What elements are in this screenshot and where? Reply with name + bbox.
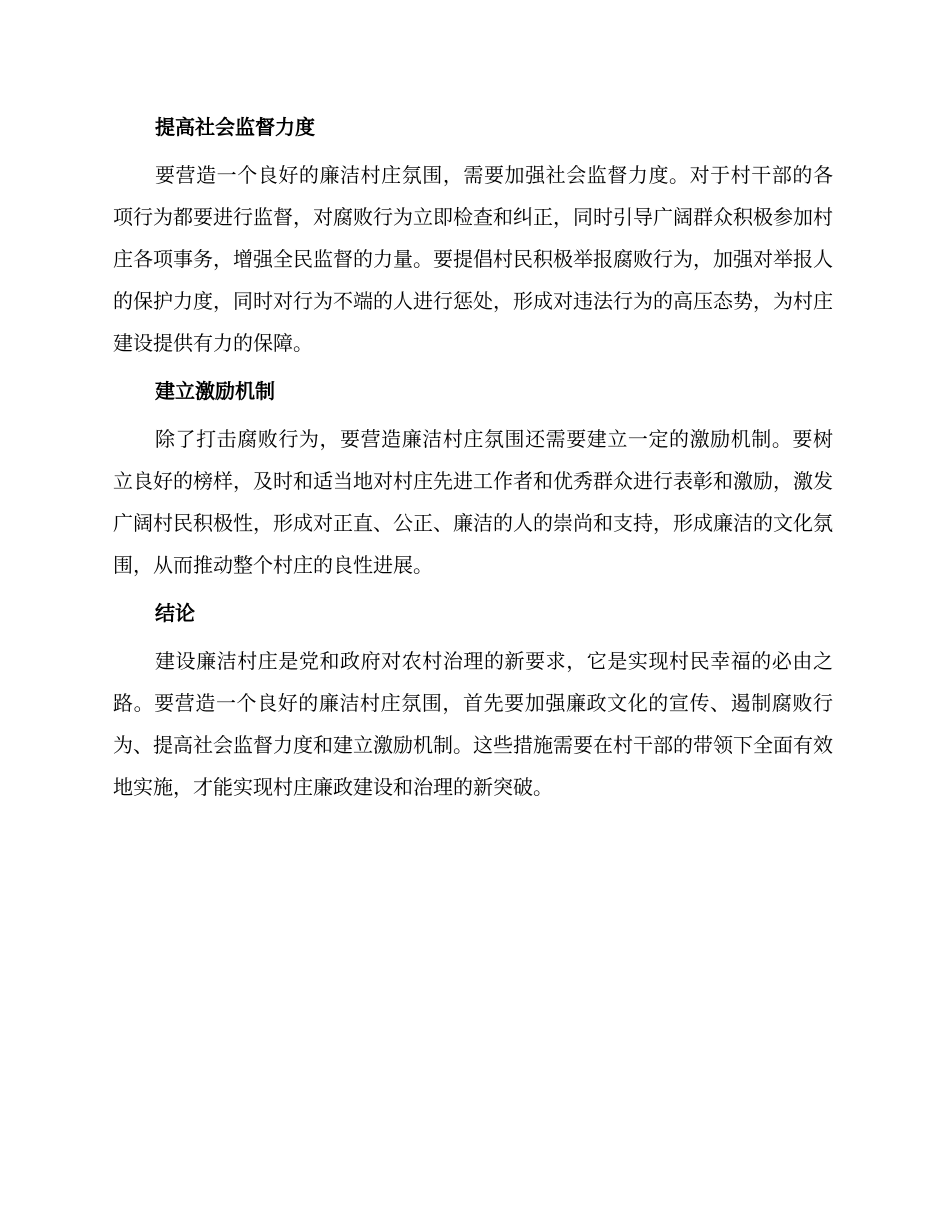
section-social-supervision [113,106,833,364]
section-heading: 提高社会监督力度 [155,115,315,139]
section-paragraph: 除了打击腐败行为，要营造廉洁村庄氛围还需要建立一定的激励机制。要树立良好的榜样，及时和适当地对村庄先进工作者和优秀群众进行表彰和激励，激发广阔村民积极性，形成对正直、公正、廉洁的人的崇尚和支持，形成廉洁的文化氛围，从而推动整个村庄的良性进展。 [113,427,833,577]
section-paragraph: 要营造一个良好的廉洁村庄氛围，需要加强社会监督力度。对于村干部的各项行为都要进行监督，对腐败行为立即检查和纠正，同时引导广阔群众积极参加村庄各项事务，增强全民监督的力量。要提倡村民积极举报腐败行为，加强对举报人的保护力度，同时对行为不端的人进行惩处，形成对违法行为的高压态势，为村庄建设提供有力的保障。 [113,163,833,355]
section-incentive-mechanism [113,370,833,586]
section-heading: 建立激励机制 [155,379,275,403]
document-body [113,106,833,814]
section-paragraph: 建设廉洁村庄是党和政府对农村治理的新要求，它是实现村民幸福的必由之路。要营造一个良好的廉洁村庄氛围，首先要加强廉政文化的宣传、遏制腐败行为、提高社会监督力度和建立激励机制。这些措施需要在村干部的带领下全面有效地实施，才能实现村庄廉政建设和治理的新突破。 [113,649,833,799]
section-conclusion [113,592,833,808]
section-heading: 结论 [155,601,195,625]
